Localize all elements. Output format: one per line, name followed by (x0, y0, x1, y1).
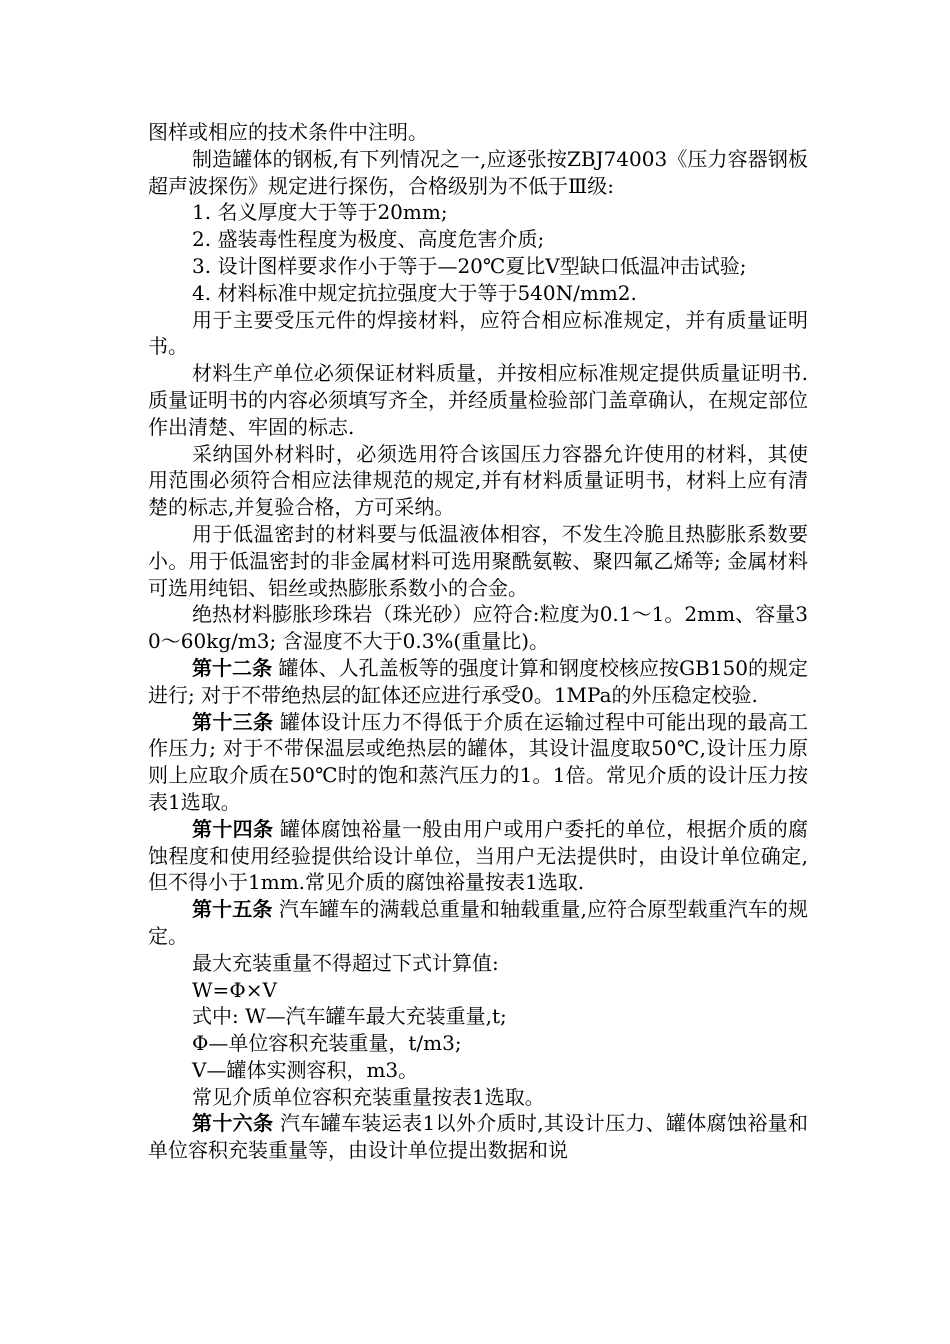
body-paragraph (148, 226, 808, 253)
article-lead: 第十五条 (192, 897, 273, 922)
paragraph-text: 罐体腐蚀裕量一般由用户或用户委托的单位，根据介质的腐蚀程度和使用经验提供给设计单位，当用户无法提供时，由设计单位确定,但不得小于1mm.常见介质的腐蚀裕量按表1选取. (148, 816, 809, 895)
paragraph-text: 1. 名义厚度大于等于20mm; (192, 200, 448, 225)
formula-line: V—罐体实测容积，m3。 (192, 1057, 419, 1082)
paragraph-text: 3. 设计图样要求作小于等于—20℃夏比Ⅴ型缺口低温冲击试验; (192, 253, 747, 278)
body-paragraph (148, 199, 808, 226)
article-lead: 第十四条 (192, 816, 274, 841)
body-paragraph (148, 360, 808, 440)
paragraph-text: 图样或相应的技术条件中注明。 (148, 120, 428, 144)
formula-line: 最大充装重量不得超过下式计算值: (192, 950, 499, 975)
paragraph-text: 用于低温密封的材料要与低温液体相容，不发生冷脆且热膨胀系数要小。用于低温密封的非金属材料可选用聚酰氨鞍、聚四氟乙烯等; 金属材料可选用纯铝、铝丝或热膨胀系数小的合金。 (148, 521, 808, 600)
paragraph-text: 制造罐体的钢板,有下列情况之一,应逐张按ZBJ74003《压力容器钢板超声波探伤》规定进行探伤，合格级别为不低于Ⅲ级: (148, 146, 808, 198)
paragraph-list (148, 119, 808, 950)
article-paragraph (148, 655, 808, 709)
formula-line: 式中: W—汽车罐车最大充装重量,t; (192, 1004, 507, 1029)
formula-line: Φ—单位容积充装重量，t/m3; (192, 1031, 462, 1056)
body-paragraph (148, 307, 808, 361)
body-paragraph (148, 601, 808, 655)
body-paragraph (148, 119, 808, 146)
article-paragraph (148, 709, 808, 816)
paragraph-text: 汽车罐车的满载总重量和轴载重量,应符合原型载重汽车的规定。 (148, 897, 809, 948)
formula-block (148, 950, 808, 1111)
body-paragraph (148, 146, 808, 200)
article-paragraph (148, 896, 808, 950)
body-paragraph (148, 253, 808, 280)
paragraph-text: 绝热材料膨胀珍珠岩（珠光砂）应符合:粒度为0.1～1。2mm、容量30～60kg/m3; 含湿度不大于0.3%(重量比)。 (148, 602, 808, 654)
article-text: 汽车罐车装运表1以外介质时,其设计压力、罐体腐蚀裕量和单位容积充装重量等，由设计单位提出数据和说 (148, 1111, 809, 1163)
paragraph-text: 材料生产单位必须保证材料质量，并按相应标准规定提供质量证明书.质量证明书的内容必须填写齐全，并经质量检验部门盖章确认，在规定部位作出清楚、牢固的标志. (148, 361, 808, 439)
article-paragraph (148, 816, 808, 896)
paragraph-text: 采纳国外材料时，必须选用符合该国压力容器允许使用的材料，其使用范围必须符合相应法律规范的规定,并有材料质量证明书，材料上应有清楚的标志,并复验合格，方可采纳。 (148, 441, 808, 520)
paragraph-text: 2. 盛装毒性程度为极度、高度危害介质; (192, 227, 545, 252)
article-16-paragraph (148, 1110, 808, 1164)
paragraph-text: 用于主要受压元件的焊接材料，应符合相应标准规定，并有质量证明书。 (148, 307, 808, 359)
article-lead: 第十三条 (192, 709, 274, 734)
body-paragraph (148, 280, 808, 307)
article-lead: 第十二条 (192, 655, 273, 680)
document-page (148, 119, 808, 1164)
paragraph-text: 罐体设计压力不得低于介质在运输过程中可能出现的最高工作压力; 对于不带保温层或绝热层的罐体，其设计温度取50℃,设计压力原则上应取介质在50℃时的饱和蒸汽压力的1。1倍。常见介质的设计压力按表1选取。 (148, 709, 809, 814)
article-lead: 第十六条 (192, 1111, 274, 1136)
formula-line: 常见介质单位容积充装重量按表1选取。 (192, 1084, 545, 1109)
body-paragraph (148, 441, 808, 521)
formula-line: W=Φ×V (192, 977, 277, 1002)
paragraph-text: 4. 材料标准中规定抗拉强度大于等于540N/mm2. (192, 280, 637, 305)
body-paragraph (148, 521, 808, 601)
paragraph-text: 罐体、人孔盖板等的强度计算和钢度校核应按GB150的规定进行; 对于不带绝热层的缸体还应进行承受0。1MPa的外压稳定校验. (148, 655, 808, 707)
